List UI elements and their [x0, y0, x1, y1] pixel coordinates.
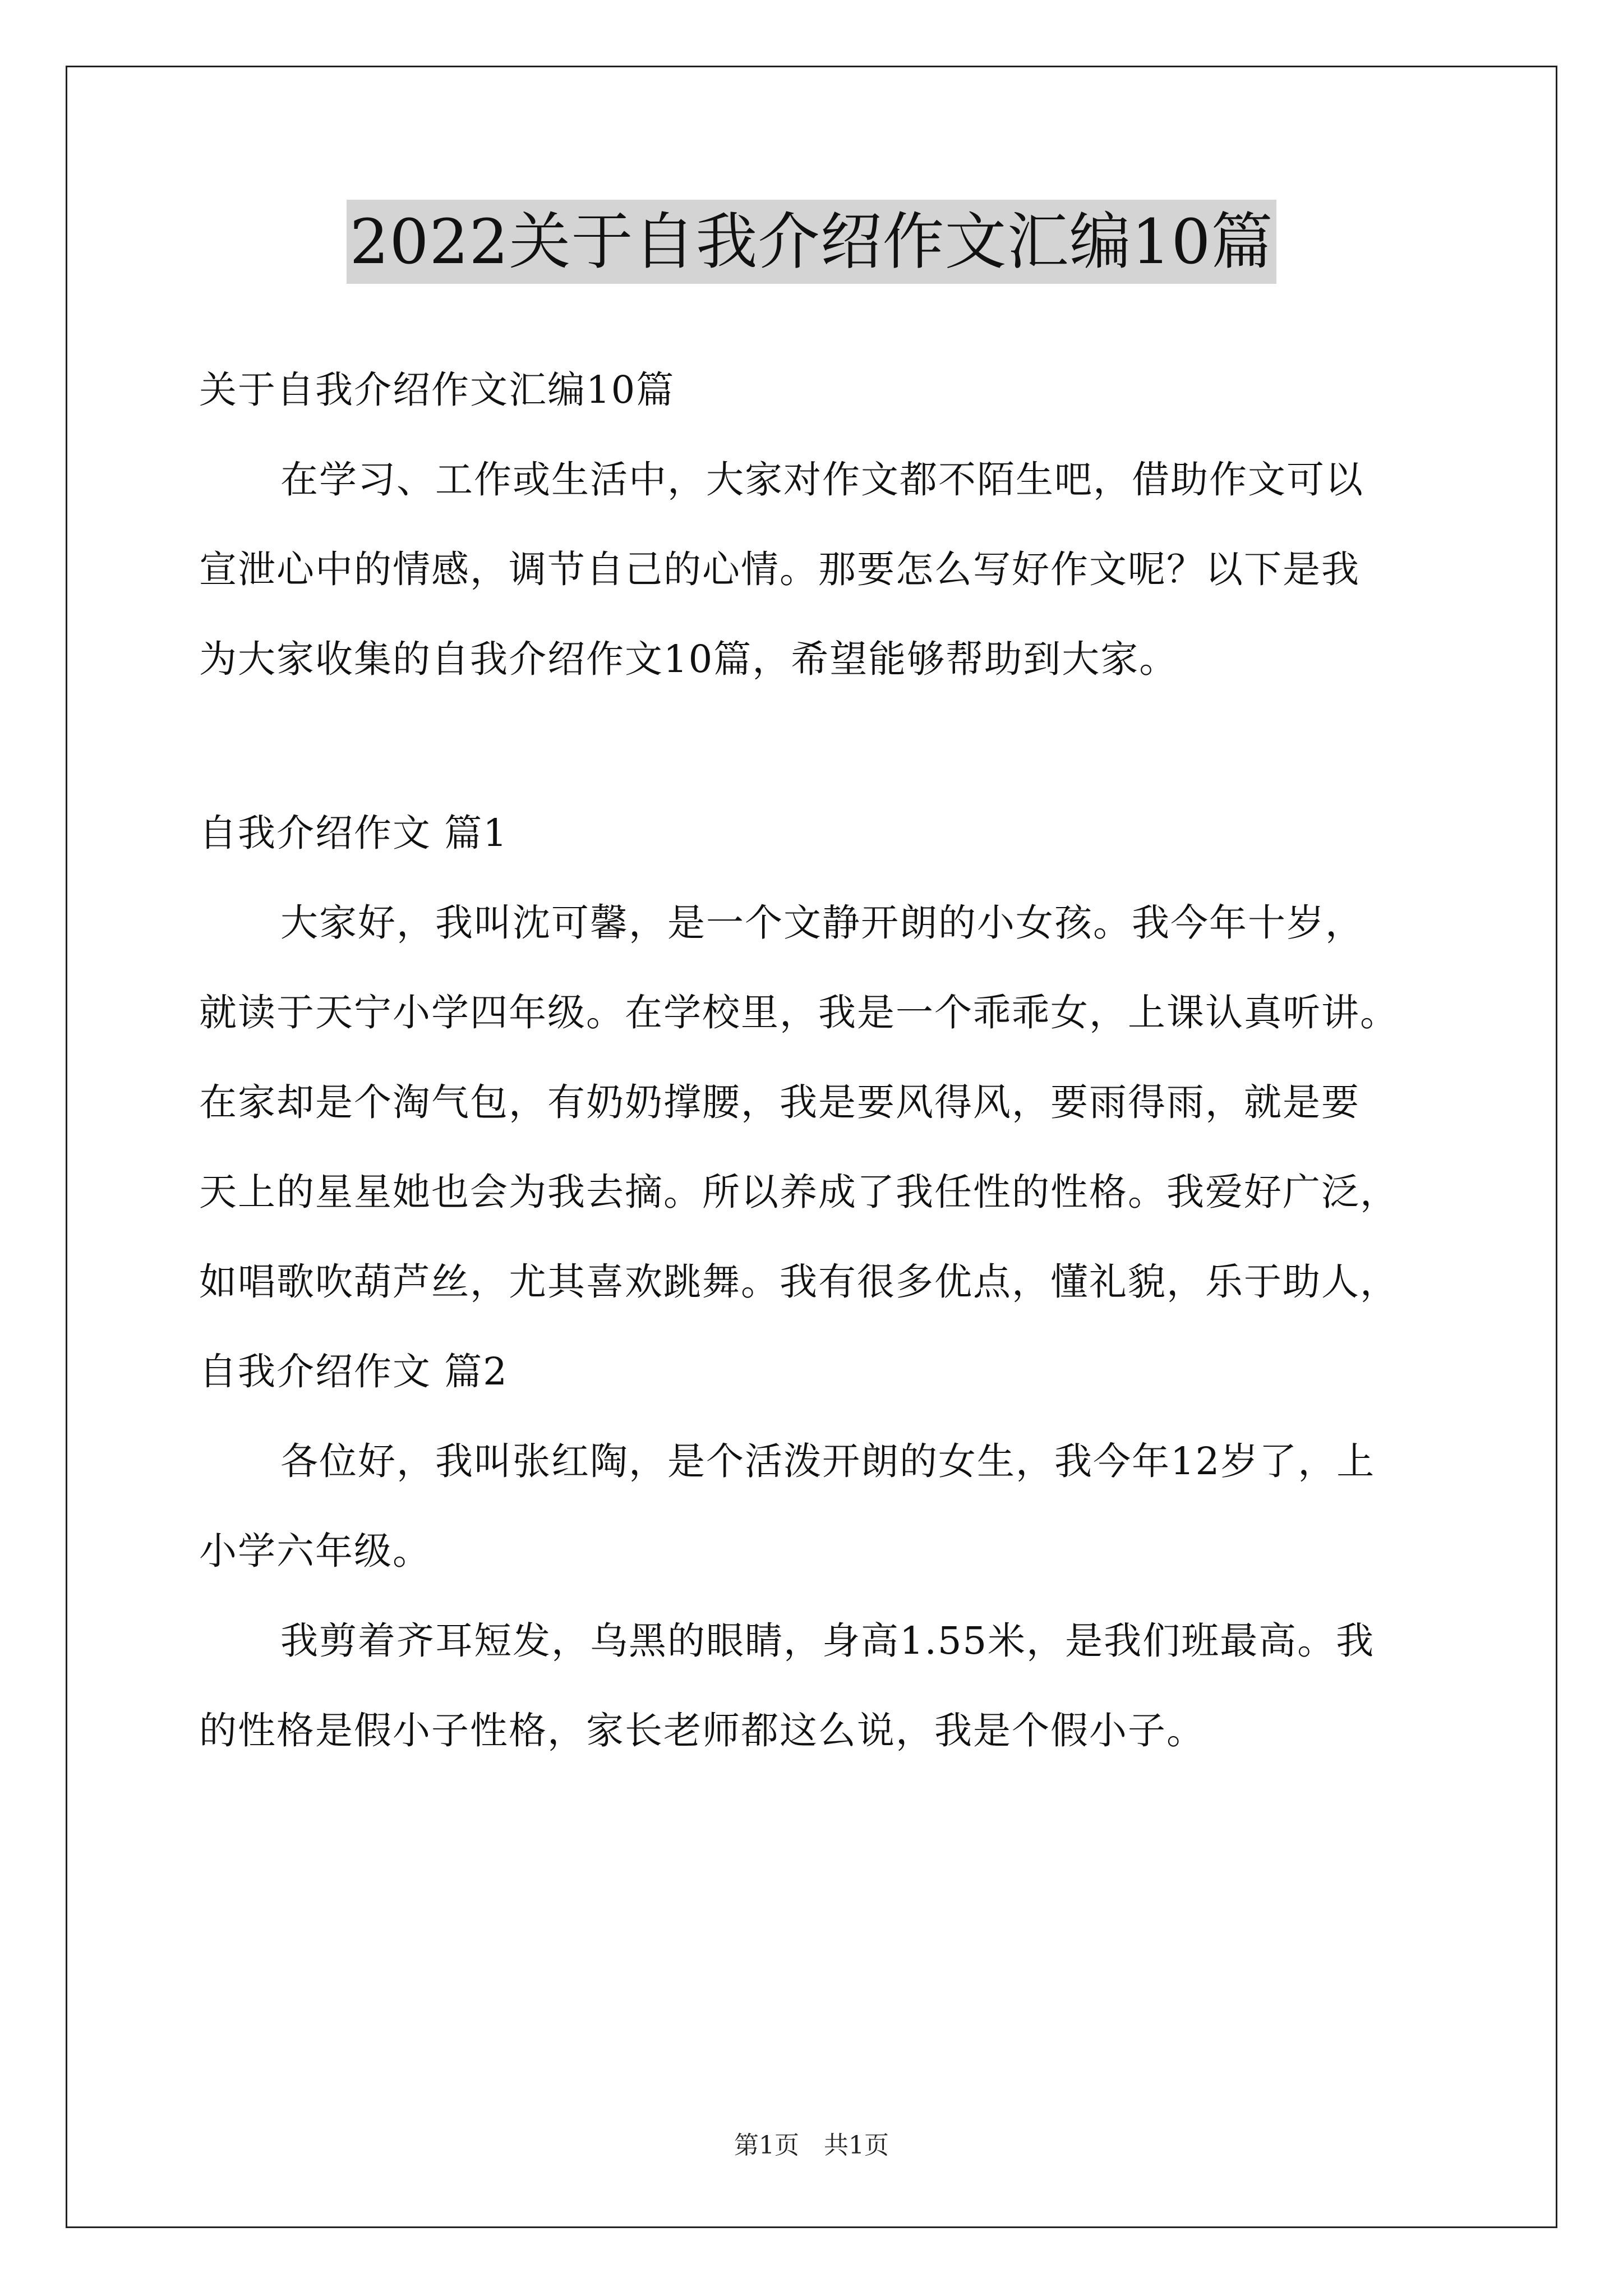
- title-container: [0, 200, 1623, 284]
- section1-line: 天上的星星她也会为我去摘。所以养成了我任性的性格。我爱好广泛，: [199, 1170, 1399, 1214]
- intro-line: 宣泄心中的情感，调节自己的心情。那要怎么写好作文呢？以下是我: [199, 547, 1360, 591]
- intro-line: 在学习、工作或生活中，大家对作文都不陌生吧，借助作文可以: [280, 458, 1364, 501]
- section1-line: 大家好，我叫沈可馨，是一个文静开朗的小女孩。我今年十岁，: [280, 901, 1364, 945]
- section1-line: 如唱歌吹葫芦丝，尤其喜欢跳舞。我有很多优点，懂礼貌，乐于助人，: [199, 1260, 1399, 1304]
- section-heading-2: 自我介绍作文 篇2: [199, 1350, 508, 1393]
- document-title: 2022关于自我介绍作文汇编10篇: [347, 200, 1277, 284]
- section1-line: 在家却是个淘气包，有奶奶撑腰，我是要风得风，要雨得雨，就是要: [199, 1080, 1360, 1124]
- section2-line: 的性格是假小子性格，家长老师都这么说，我是个假小子。: [199, 1709, 1205, 1752]
- section2-line: 我剪着齐耳短发，乌黑的眼睛，身高1.55米，是我们班最高。我: [280, 1619, 1375, 1663]
- document-body: [199, 345, 1438, 1775]
- section2-line: 各位好，我叫张红陶，是个活泼开朗的女生，我今年12岁了，上: [280, 1439, 1376, 1483]
- section-heading-1: 自我介绍作文 篇1: [199, 811, 508, 855]
- section1-line: 就读于天宁小学四年级。在学校里，我是一个乖乖女，上课认真听讲。: [199, 991, 1399, 1034]
- spacer: [199, 704, 1438, 788]
- intro-line: 为大家收集的自我介绍作文10篇，希望能够帮助到大家。: [199, 637, 1178, 681]
- subtitle: 关于自我介绍作文汇编10篇: [199, 368, 675, 412]
- section2-line: 小学六年级。: [199, 1529, 431, 1573]
- page-number: 第1页 共1页: [734, 2131, 889, 2160]
